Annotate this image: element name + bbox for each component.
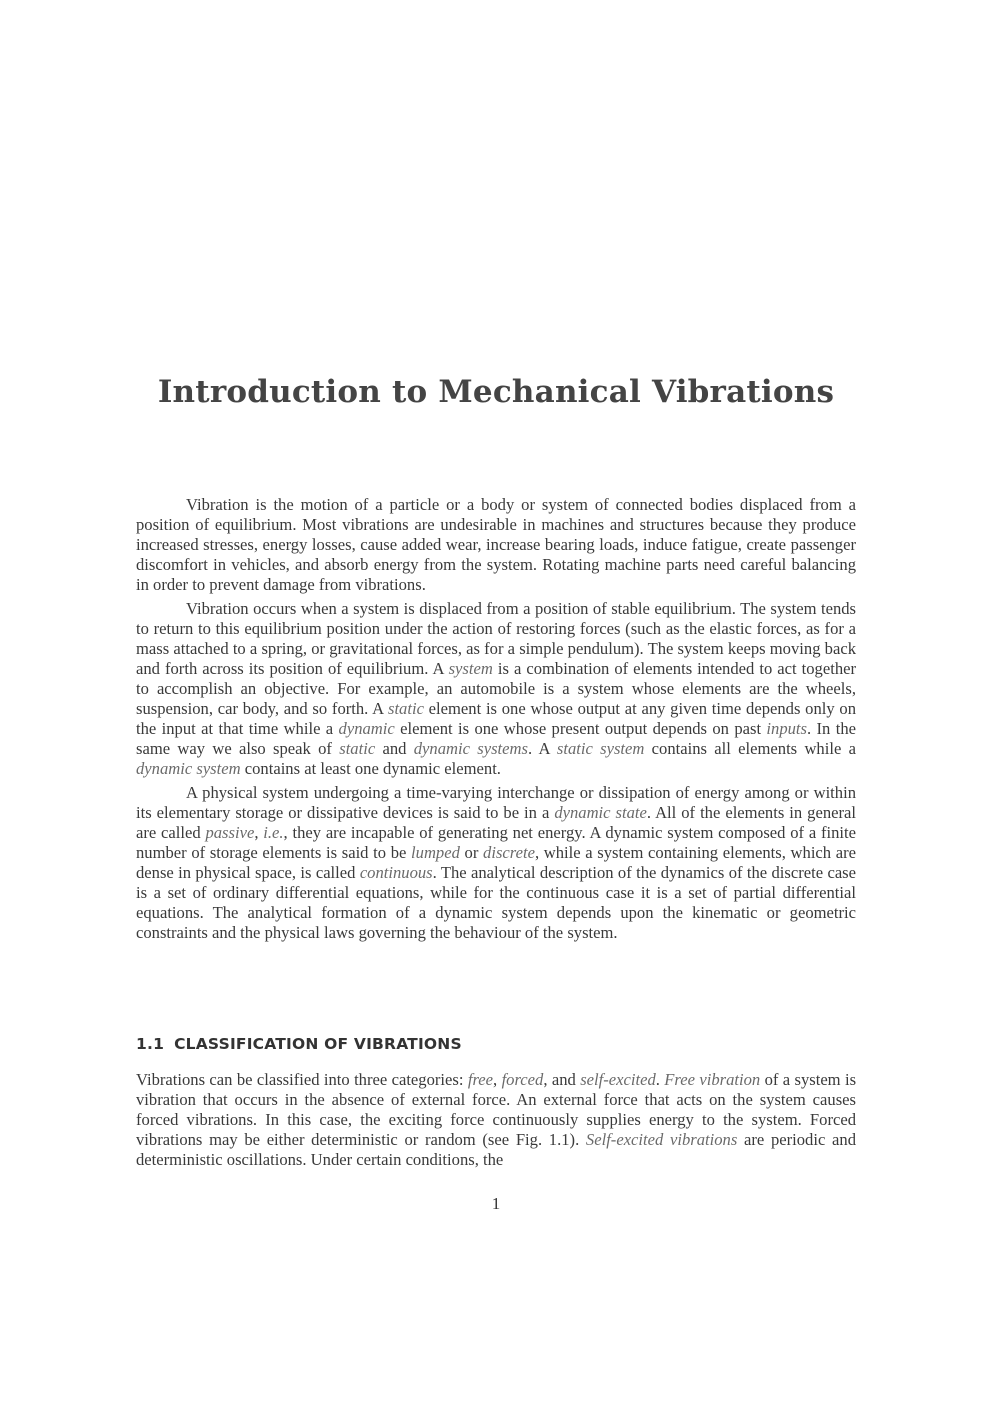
- emphasized-term: lumped: [411, 843, 460, 862]
- emphasized-term: Free vibration: [664, 1070, 761, 1089]
- paragraph: A physical system undergoing a time-varying interchange or dissipation of energy among or within its elementary storage or dissipative devices is said to be in a dynamic state. All of the elements in general are called passive, i.e., they are incapable of generating net energy. A dynamic system composed of a finite number of storage elements is said to be lumped or discrete, while a system containing elements, which are dense in physical space, is called continuous. The analytical description of the dynamics of the discrete case is a set of ordinary differential equations, while for the continuous case it is a set of partial differential equations. The analytical formation of a dynamic system depends upon the kinematic or geometric constraints and the physical laws governing the behaviour of the system.: [136, 783, 857, 942]
- paragraph: Vibration is the motion of a particle or a body or system of connected bodies displaced from a position of equilibrium. Most vibrations are undesirable in machines and structures because they produce increased stresses, energy losses, cause added wear, increase bearing loads, induce fatigue, create passenger discomfort in vehicles, and absorb energy from the system. Rotating machine parts need careful balancing in order to prevent damage from vibrations.: [136, 495, 856, 594]
- emphasized-term: i.e.: [263, 823, 284, 842]
- emphasized-term: inputs: [766, 719, 807, 738]
- page-number: 1: [491, 1194, 501, 1213]
- chapter-title: Introduction to Mechanical Vibrations: [157, 374, 835, 410]
- emphasized-term: passive: [205, 823, 255, 842]
- emphasized-term: dynamic: [338, 719, 395, 738]
- emphasized-term: continuous: [359, 863, 433, 882]
- emphasized-term: dynamic system: [136, 759, 241, 778]
- section-title: CLASSIFICATION OF VIBRATIONS: [174, 1035, 462, 1053]
- section-number: 1.1: [136, 1035, 165, 1053]
- intro-text: [136, 495, 856, 947]
- emphasized-term: static: [339, 739, 376, 758]
- emphasized-term: dynamic systems: [413, 739, 528, 758]
- emphasized-term: free: [467, 1070, 494, 1089]
- emphasized-term: static: [387, 699, 424, 718]
- emphasized-term: dynamic state: [554, 803, 647, 822]
- section-heading: [136, 1035, 462, 1053]
- emphasized-term: discrete: [483, 843, 535, 862]
- emphasized-term: forced: [501, 1070, 544, 1089]
- emphasized-term: system: [448, 659, 493, 678]
- section-text: [136, 1070, 856, 1174]
- paragraph: Vibrations can be classified into three categories: free, forced, and self-excited. Free vibration of a system is vibration that occurs in the absence of external force. An external force that acts on the system causes forced vibrations. In this case, the exciting force continuously supplies energy to the system. Forced vibrations may be either deterministic or random (see Fig. 1.1). Self-excited vibrations are periodic and deterministic oscillations. Under certain conditions, the: [136, 1070, 857, 1169]
- emphasized-term: self-excited: [580, 1070, 656, 1089]
- paragraph: Vibration occurs when a system is displaced from a position of stable equilibrium. The system tends to return to this equilibrium position under the action of restoring forces (such as the elastic forces, as for a mass attached to a spring, or gravitational forces, as for a simple pendulum). The system keeps moving back and forth across its position of equilibrium. A system is a combination of elements intended to act together to accomplish an objective. For example, an automobile is a system whose elements are the wheels, suspension, car body, and so forth. A static element is one whose output at any given time depends only on the input at that time while a dynamic element is one whose present output depends on past inputs. In the same way we also speak of static and dynamic systems. A static system contains all elements while a dynamic system contains at least one dynamic element.: [136, 599, 857, 778]
- emphasized-term: static system: [556, 739, 645, 758]
- emphasized-term: Self-excited vibrations: [585, 1130, 738, 1149]
